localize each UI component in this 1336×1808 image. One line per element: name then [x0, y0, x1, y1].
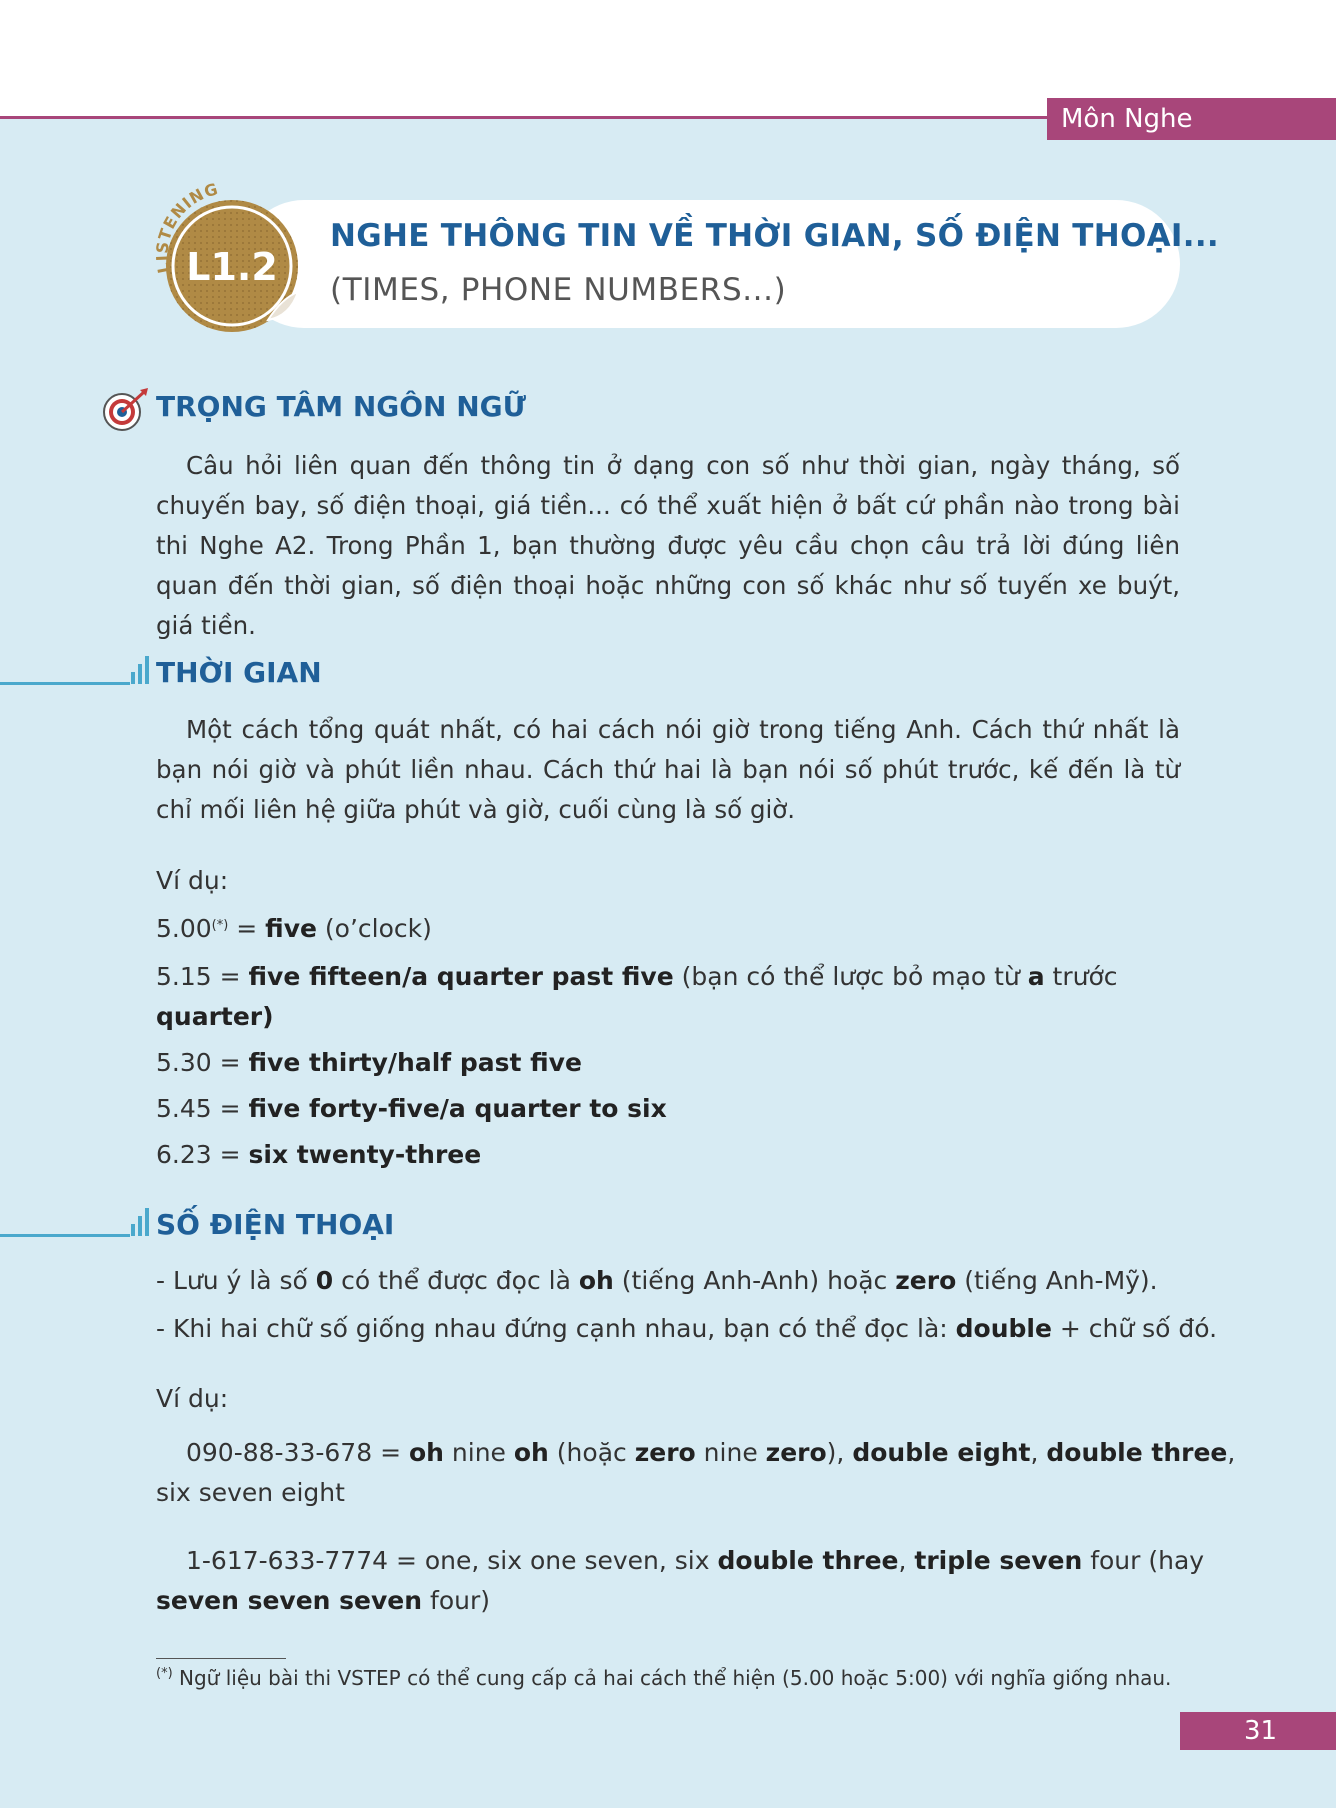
time-paragraph: Một cách tổng quát nhất, có hai cách nói giờ trong tiếng Anh. Cách thứ nhất là bạn nói giờ và phút liền nhau. Cách thứ hai là bạn nói số phút trước, kế đến là từ chỉ mối liên hệ giữa phút và giờ, cuối cùng là số giờ. [156, 715, 1180, 824]
badge-code: L1.2 [186, 245, 278, 289]
lesson-badge [150, 180, 310, 340]
phone-note-2: - Khi hai chữ số giống nhau đứng cạnh nhau, bạn có thể đọc là: double + chữ số đó. [156, 1314, 1218, 1343]
section-heading-language-focus: TRỌNG TÂM NGÔN NGỮ [156, 390, 527, 423]
time-example-1: 5.00(*) = five (o’clock) [156, 914, 432, 943]
lesson-subtitle: (TIMES, PHONE NUMBERS...) [330, 272, 787, 308]
time-example-4: 5.45 = five forty-five/a quarter to six [156, 1094, 667, 1123]
section-heading-phone-numbers: SỐ ĐIỆN THOẠI [156, 1208, 395, 1241]
lesson-title: NGHE THÔNG TIN VỀ THỜI GIAN, SỐ ĐIỆN THOẠI... [330, 218, 1219, 254]
section-heading-time: THỜI GIAN [156, 656, 322, 689]
phone-example-2-continued: seven seven seven four) [156, 1586, 490, 1615]
footnote: (*) Ngữ liệu bài thi VSTEP có thể cung cấp cả hai cách thể hiện (5.00 hoặc 5:00) với nghĩa giống nhau. [156, 1666, 1172, 1690]
page-number: 31 [1180, 1712, 1336, 1750]
bars-icon [130, 654, 150, 684]
section-rule [0, 682, 130, 685]
phone-note-1: - Lưu ý là số 0 có thể được đọc là oh (tiếng Anh-Anh) hoặc zero (tiếng Anh-Mỹ). [156, 1266, 1158, 1295]
header-rule [0, 116, 1060, 119]
section-rule [0, 1234, 130, 1237]
time-example-2-continued: quarter) [156, 1002, 274, 1031]
bars-icon [130, 1206, 150, 1236]
phone-example-1: 090-88-33-678 = oh nine oh (hoặc zero nine zero), double eight, double three, [186, 1438, 1236, 1467]
target-icon [100, 384, 152, 436]
example-label: Ví dụ: [156, 866, 229, 895]
time-example-2: 5.15 = five fifteen/a quarter past five (bạn có thể lược bỏ mạo từ a trước [156, 962, 1118, 991]
phone-example-1-continued: six seven eight [156, 1478, 345, 1507]
time-example-5: 6.23 = six twenty-three [156, 1140, 482, 1169]
language-focus-paragraph: Câu hỏi liên quan đến thông tin ở dạng con số như thời gian, ngày tháng, số chuyến bay, số điện thoại, giá tiền... có thể xuất hiện ở bất cứ phần nào trong bài thi Nghe A2. Trong Phần 1, bạn thường được yêu cầu chọn câu trả lời đúng liên quan đến thời gian, số điện thoại hoặc những con số khác như số tuyến xe buýt, giá tiền. [156, 451, 1180, 640]
badge-arc-label: LISTENING [152, 180, 221, 275]
phone-example-2: 1-617-633-7774 = one, six one seven, six double three, triple seven four (hay [186, 1546, 1205, 1575]
footnote-rule [156, 1658, 286, 1659]
example-label: Ví dụ: [156, 1384, 229, 1413]
subject-tab: Môn Nghe [1047, 98, 1336, 140]
time-example-3: 5.30 = five thirty/half past five [156, 1048, 582, 1077]
